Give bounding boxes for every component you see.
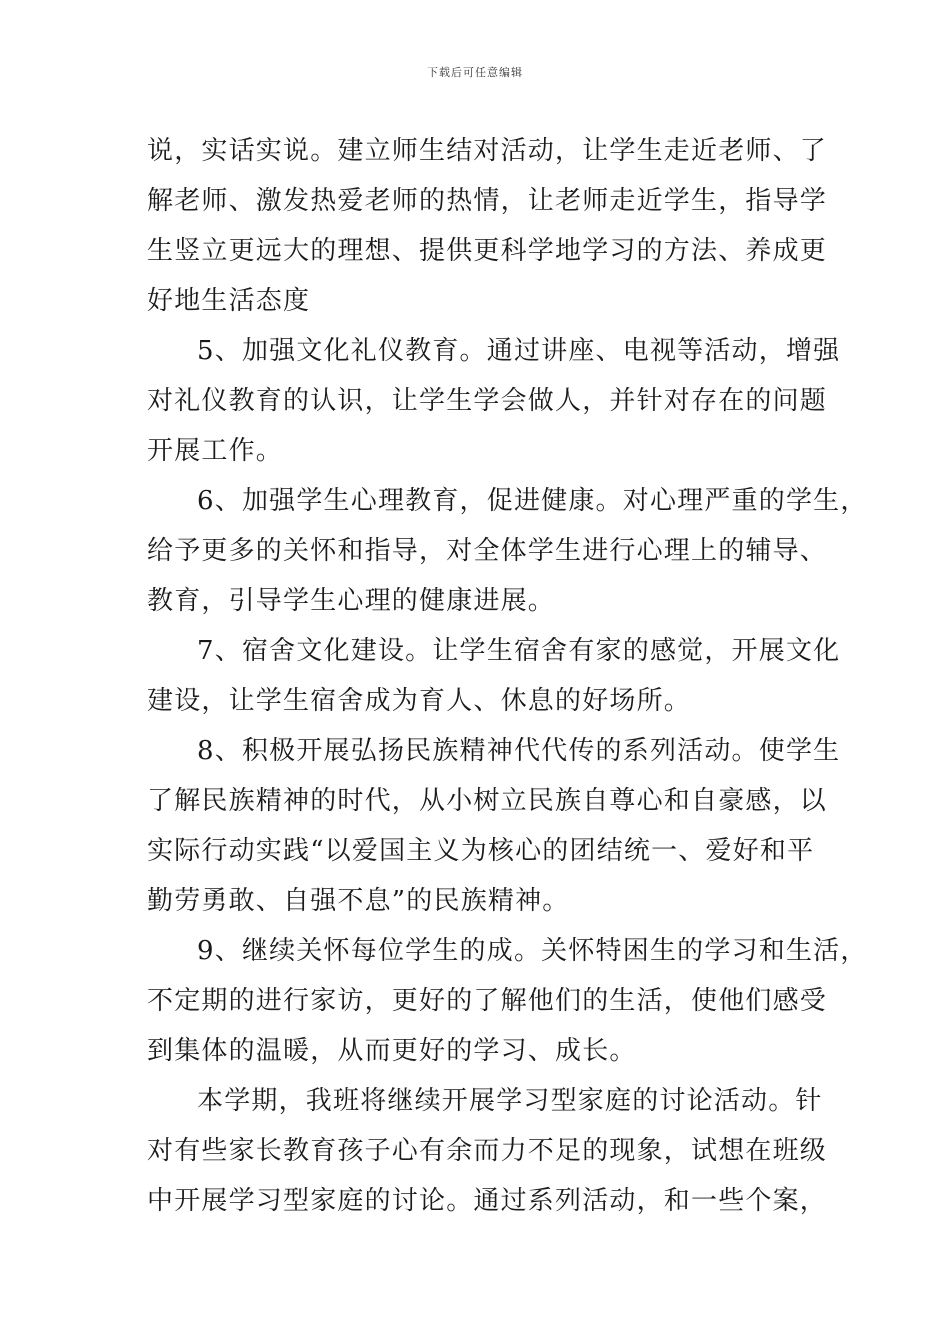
text-line: 建设，让学生宿舍成为育人、休息的好场所。 [147,686,692,716]
text-line: 实际行动实践“以爱国主义为核心的团结统一、爱好和平 [147,836,815,866]
text-line: 8、积极开展弘扬民族精神代代传的系列活动。使学生 [197,736,841,766]
text-line: 生竖立更远大的理想、提供更科学地学习的方法、养成更 [147,236,828,266]
text-line: 勤劳勇敢、自强不息”的民族精神。 [147,886,570,916]
text-line: 说，实话实说。建立师生结对活动，让学生走近老师、了 [147,136,828,166]
text-line: 本学期，我班将继续开展学习型家庭的讨论活动。针 [197,1086,823,1116]
text-line: 不定期的进行家访，更好的了解他们的生活，使他们感受 [147,986,828,1016]
text-line: 教育，引导学生心理的健康进展。 [147,586,556,616]
text-line: 开展工作。 [147,436,284,466]
text-line: 了解民族精神的时代，从小树立民族自尊心和自豪感，以 [147,786,828,816]
text-line: 好地生活态度 [147,286,311,316]
text-line: 中开展学习型家庭的讨论。通过系列活动，和一些个案， [147,1186,828,1216]
text-line: 对礼仪教育的认识，让学生学会做人，并针对存在的问题 [147,386,828,416]
page-header: 下载后可任意编辑 [427,66,523,79]
text-line: 给予更多的关怀和指导，对全体学生进行心理上的辅导、 [147,536,828,566]
text-line: 解老师、激发热爱老师的热情，让老师走近学生，指导学 [147,186,828,216]
text-line: 到集体的温暖，从而更好的学习、成长。 [147,1036,637,1066]
document-body [147,126,868,1226]
text-line: 7、宿舍文化建设。让学生宿舍有家的感觉，开展文化 [197,636,841,666]
text-line: 6、加强学生心理教育，促进健康。对心理严重的学生， [197,486,868,516]
text-line: 9、继续关怀每位学生的成。关怀特困生的学习和生活， [197,936,868,966]
text-line: 对有些家长教育孩子心有余而力不足的现象，试想在班级 [147,1136,828,1166]
text-line: 5、加强文化礼仪教育。通过讲座、电视等活动，增强 [197,336,841,366]
